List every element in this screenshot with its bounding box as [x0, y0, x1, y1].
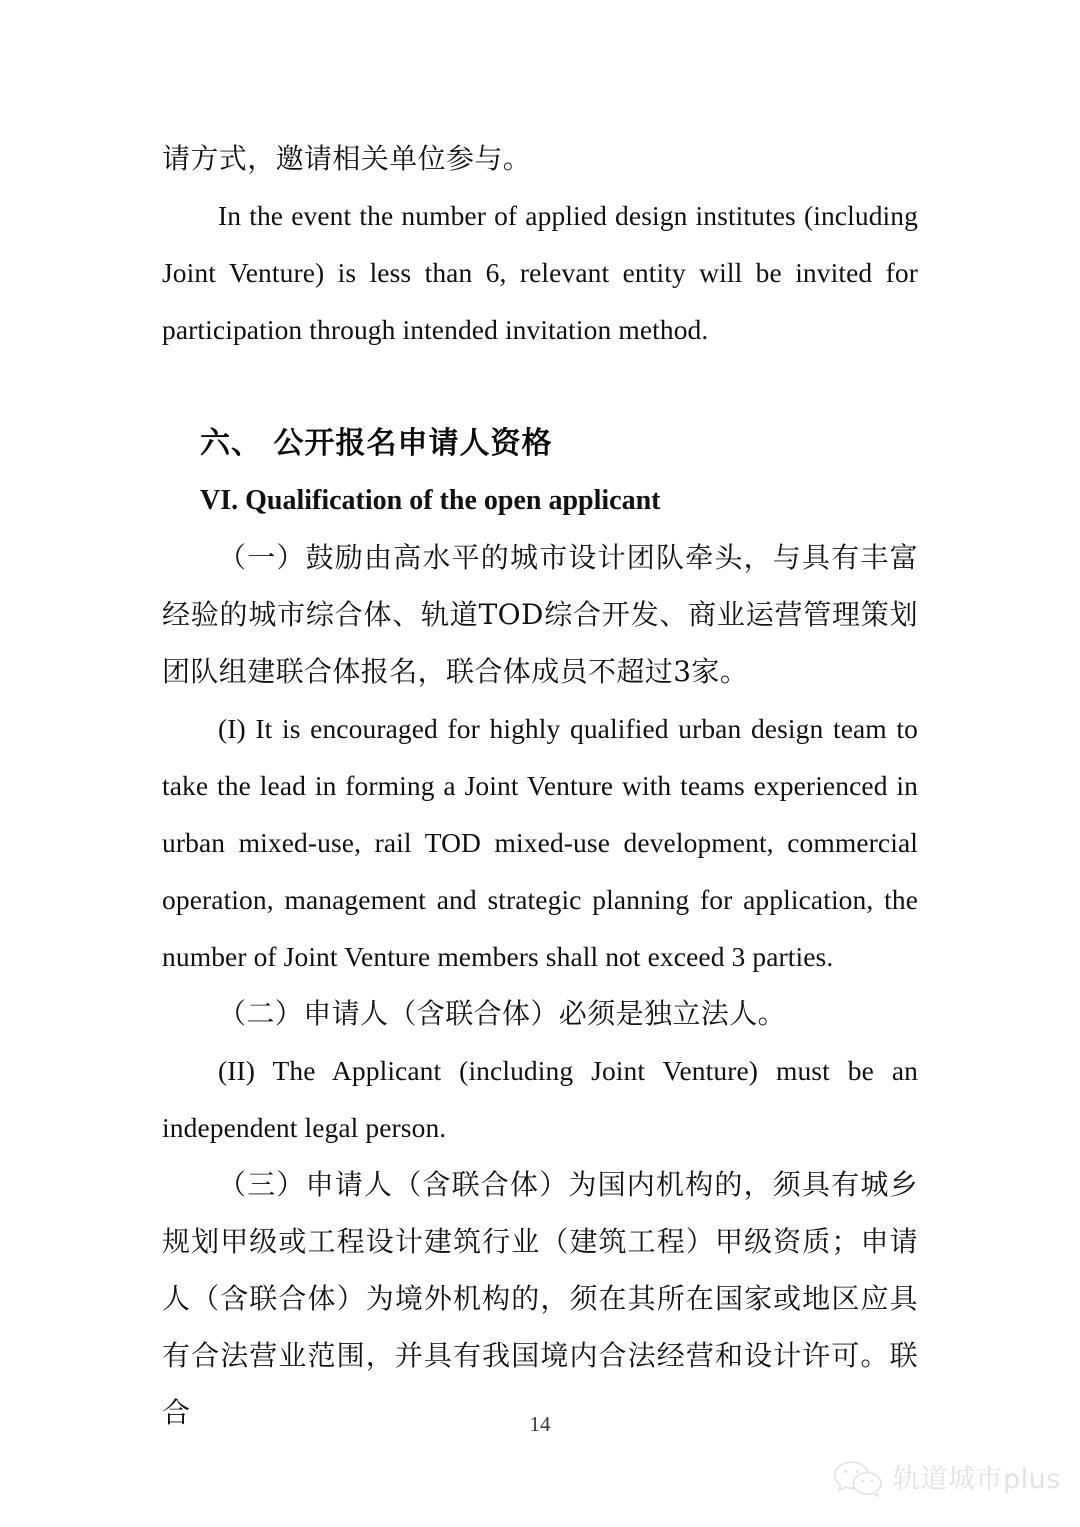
section-heading-en: VI. Qualification of the open applicant — [200, 485, 661, 516]
item-1-en: (I) It is encouraged for highly qualified urban design team to take the lead in forming a Joint Venture with teams experienced in urban mixed-use, rail TOD mixed-use development, commercial operation, management and strategic planning for application, the number of Joint Venture members shall not exceed 3 parties. — [162, 713, 918, 972]
wechat-icon — [832, 1458, 884, 1500]
paragraph-en-intro: In the event the number of applied design institutes (including Joint Venture) is less than 6, relevant entity will be invited for participation through intended invitation method. — [162, 200, 918, 345]
section-heading-cn: 六、 公开报名申请人资格 — [200, 426, 553, 461]
item-1-cn: （一）鼓励由高水平的城市设计团队牵头，与具有丰富经验的城市综合体、轨道TOD综合开发、商业运营管理策划团队组建联合体报名，联合体成员不超过3家。 — [162, 541, 918, 688]
page-content — [162, 130, 918, 1441]
item-2-cn: （二）申请人（含联合体）必须是独立法人。 — [218, 997, 787, 1030]
item-3-cn: （三）申请人（含联合体）为国内机构的，须具有城乡规划甲级或工程设计建筑行业（建筑工程）甲级资质；申请人（含联合体）为境外机构的，须在其所在国家或地区应具有合法营业范围，并具有我国境内合法经营和设计许可。联合 — [162, 1168, 918, 1429]
watermark-label: 轨道城市plus — [893, 1463, 1061, 1495]
page-number: 14 — [529, 1412, 551, 1436]
section-spacer — [162, 358, 918, 415]
watermark — [832, 1458, 1061, 1500]
paragraph-cn-continuation: 请方式，邀请相关单位参与。 — [162, 142, 532, 175]
item-2-en: (II) The Applicant (including Joint Venture) must be an independent legal person. — [162, 1055, 918, 1143]
